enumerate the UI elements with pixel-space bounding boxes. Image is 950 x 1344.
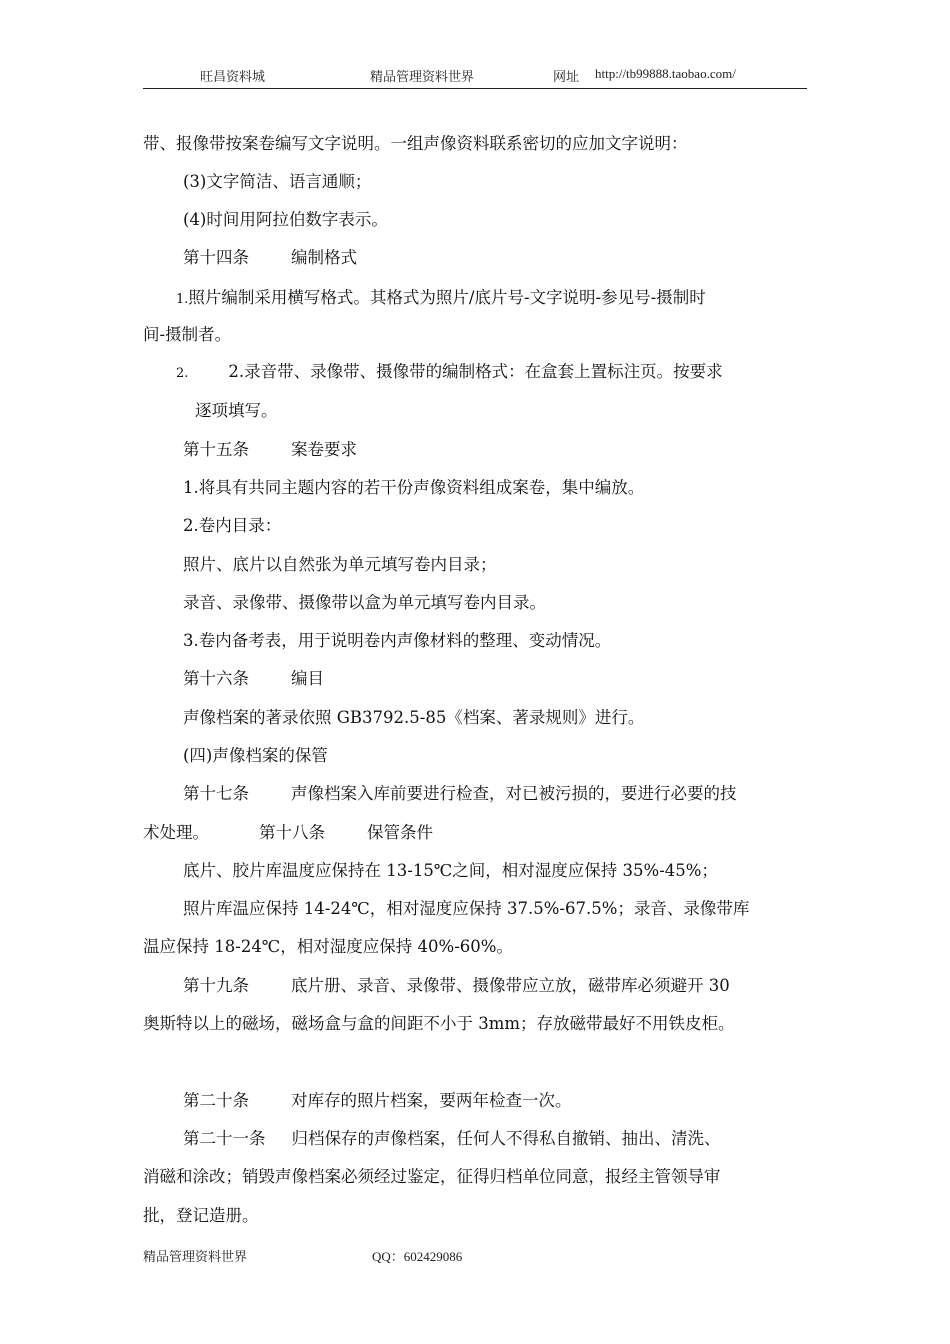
item-text: 照片编制采用横写格式。其格式为照片/底片号-文字说明-参见号-摄制时	[188, 288, 706, 307]
footer-brand: 精品管理资料世界	[143, 1249, 248, 1264]
body-line-16: 声像档案的著录依照 GB3792.5-85《档案、著录规则》进行。	[183, 708, 645, 727]
item-number: 2.	[176, 366, 189, 381]
article-text: 声像档案入库前要进行检查，对已被污损的，要进行必要的技	[291, 784, 737, 803]
body-line-14: 3.卷内备考表，用于说明卷内声像材料的整理、变动情况。	[183, 631, 612, 650]
article-number: 第十六条	[183, 669, 249, 688]
article-number: 第十五条	[183, 440, 249, 459]
article-title: 案卷要求	[291, 440, 357, 459]
body-line-24: 奥斯特以上的磁场，磁场盒与盒的间距不小于 3mm；存放磁带最好不用铁皮柜。	[143, 1014, 735, 1033]
item-number: 1.	[176, 292, 189, 307]
list-item-3: (3)文字简洁、语言通顺；	[183, 172, 372, 191]
body-line-22: 温应保持 18-24℃，相对湿度应保持 40%-60%。	[143, 937, 513, 956]
article-number: 第十七条	[183, 784, 249, 803]
item-text: 2.录音带、录像带、摄像带的编制格式：在盒套上置标注页。按要求	[228, 362, 723, 381]
body-line-13: 录音、录像带、摄像带以盒为单元填写卷内目录。	[183, 593, 546, 612]
body-line-12: 照片、底片以自然张为单元填写卷内目录；	[183, 555, 497, 574]
body-line-10: 1.将具有共同主题内容的若干份声像资料组成案卷，集中编放。	[183, 478, 645, 497]
article-number: 第十八条	[259, 823, 325, 842]
article-number: 第二十条	[183, 1091, 249, 1110]
header-divider	[143, 88, 807, 89]
body-line-11: 2.卷内目录：	[183, 516, 282, 535]
body-text: 术处理。	[143, 823, 209, 842]
article-20-heading	[183, 1087, 572, 1111]
body-line-8: 逐项填写。	[195, 401, 278, 420]
article-text: 对库存的照片档案，要两年检查一次。	[291, 1091, 572, 1110]
article-text: 底片册、录音、录像带、摄像带应立放，磁带库必须避开 30	[291, 976, 730, 995]
article-text: 归档保存的声像档案，任何人不得私自撤销、抽出、清洗、	[291, 1129, 721, 1148]
header-brand: 旺昌资料城	[200, 69, 266, 84]
article-14-item-1	[176, 284, 706, 308]
article-14-item-2	[176, 358, 723, 382]
article-16-heading	[183, 665, 324, 689]
header-site-label: 网址	[553, 69, 580, 84]
article-21-heading	[183, 1125, 721, 1149]
article-title: 保管条件	[367, 823, 433, 842]
list-item-4: (4)时间用阿拉伯数字表示。	[183, 210, 388, 229]
header-site-url[interactable]: http://tb99888.taobao.com/	[595, 66, 736, 81]
header-title: 精品管理资料世界	[370, 69, 475, 84]
body-line-20: 底片、胶片库温度应保持在 13-15℃之间，相对湿度应保持 35%-45%；	[183, 861, 718, 880]
footer-qq: QQ：602429086	[372, 1249, 463, 1264]
article-number: 第二十一条	[183, 1129, 266, 1148]
article-number: 第十九条	[183, 976, 249, 995]
article-17-heading	[183, 780, 737, 804]
body-line-21: 照片库温应保持 14-24℃，相对湿度应保持 37.5%-67.5%；录音、录像带库	[183, 899, 750, 918]
article-title: 编制格式	[291, 248, 357, 267]
article-14-heading	[183, 244, 357, 268]
article-18-heading	[143, 819, 433, 843]
section-heading: (四)声像档案的保管	[183, 746, 328, 765]
article-title: 编目	[291, 669, 324, 688]
body-line-27: 消磁和涂改；销毁声像档案必须经过鉴定，征得归档单位同意，报经主管领导审	[143, 1167, 721, 1186]
article-15-heading	[183, 436, 357, 460]
body-line-28: 批，登记造册。	[143, 1206, 259, 1225]
body-line-1: 带、报像带按案卷编写文字说明。一组声像资料联系密切的应加文字说明：	[143, 134, 688, 153]
article-number: 第十四条	[183, 248, 249, 267]
body-line-6: 间-摄制者。	[143, 325, 232, 344]
article-19-heading	[183, 972, 730, 996]
